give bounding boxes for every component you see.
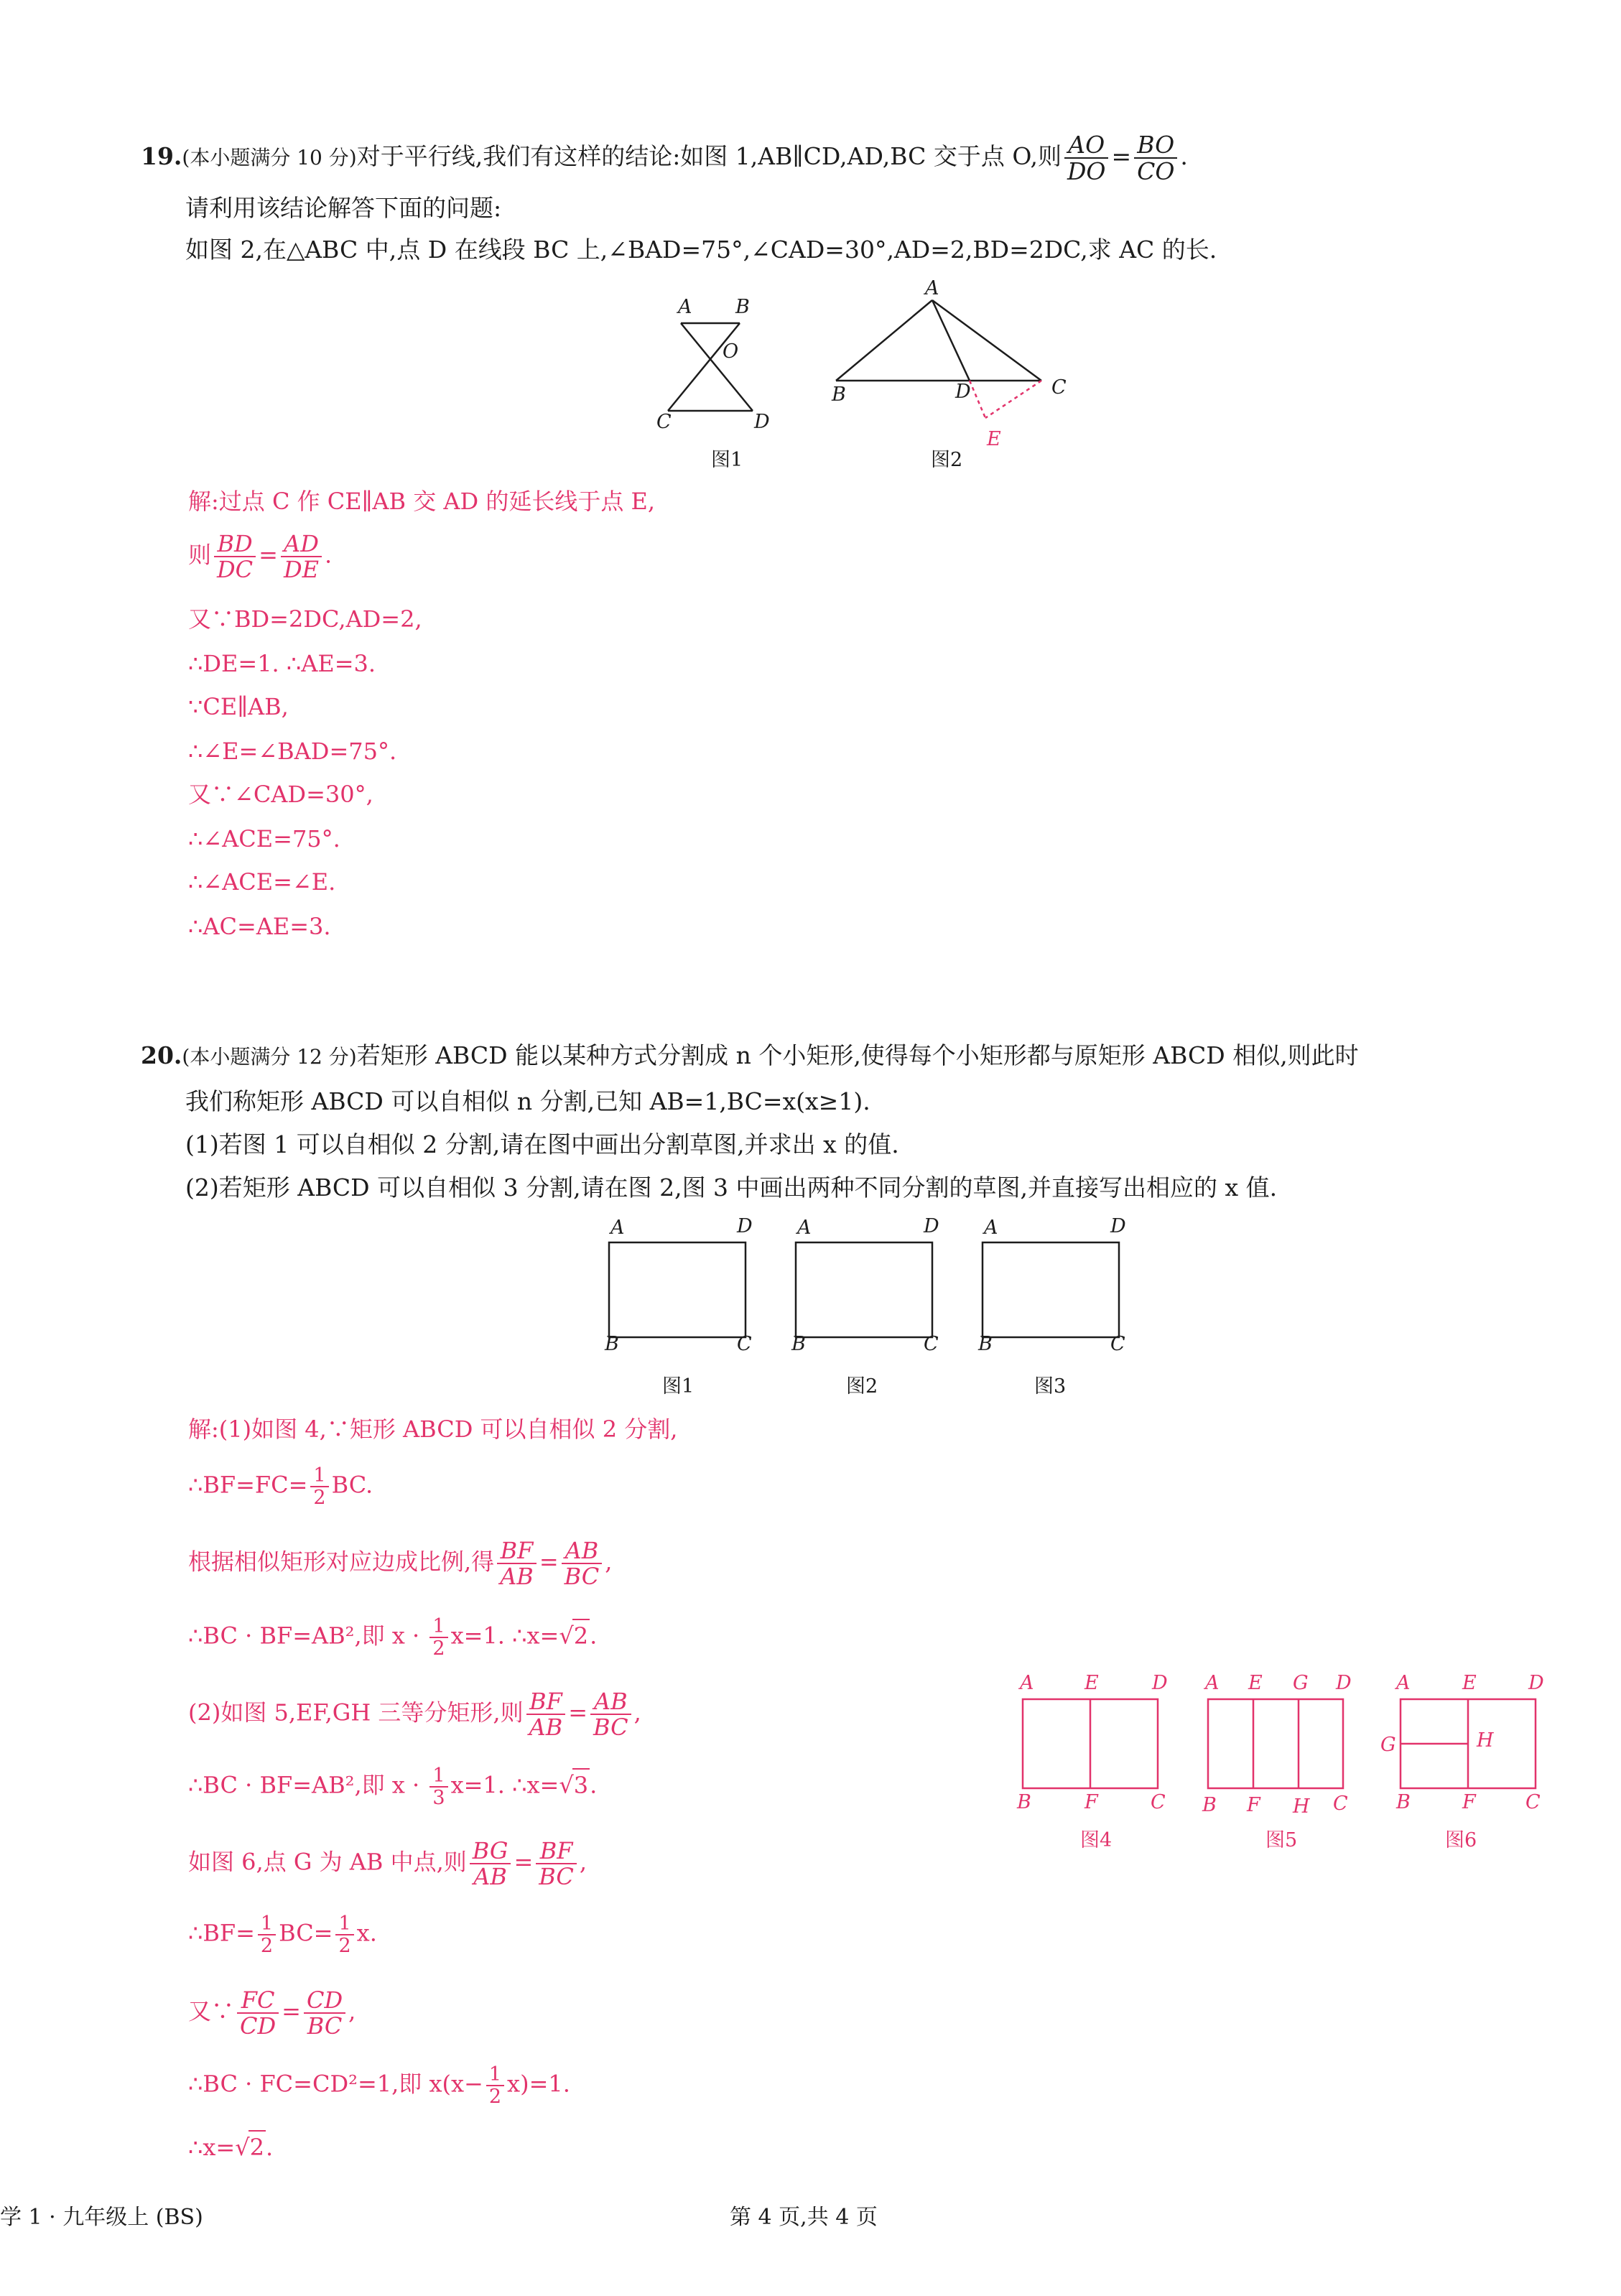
q20-line3: (1)若图 1 可以自相似 2 分割,请在图中画出分割草图,并求出 x 的值. xyxy=(185,1130,899,1158)
q19-number: 19. xyxy=(141,142,182,170)
fig1-label-D: D xyxy=(754,411,770,433)
fig1-label-C: C xyxy=(656,411,672,433)
fig6-label-C: C xyxy=(1525,1791,1541,1813)
fig4-label-B: B xyxy=(1017,1791,1031,1813)
q19-sol-3: 又∵BD=2DC,AD=2, xyxy=(188,605,422,633)
q20-sol-3: 根据相似矩形对应边成比例,得 $\frac{BF}{AB}$ = $\frac{AB}{BC}$ , xyxy=(188,1537,613,1590)
fig5-label-E: E xyxy=(1248,1672,1263,1694)
q20-sol-4: ∴BC · BF=AB²,即 x · $\frac{1}{2}$ x=1. ∴x=√2. xyxy=(188,1615,598,1660)
fig6-label-A: A xyxy=(1396,1672,1411,1694)
fig5-label-D: D xyxy=(1336,1672,1352,1694)
fig20-1-label-A: A xyxy=(610,1217,625,1239)
fig5-label-F: F xyxy=(1247,1794,1260,1816)
fig20-3-label-D: D xyxy=(1110,1215,1126,1237)
q19-ratio-left: $\frac{AO}{DO}$ xyxy=(1064,132,1109,184)
fig4-label-D: D xyxy=(1152,1672,1168,1694)
fig5-caption: 图5 xyxy=(1265,1829,1298,1851)
fig20-3-label-A: A xyxy=(984,1217,998,1239)
q20-sol-7: 如图 6,点 G 为 AB 中点,则 $\frac{BG}{AB}$ = $\frac{BF}{BC}$ , xyxy=(188,1837,587,1890)
q19-sol-8: ∴∠ACE=75°. xyxy=(188,825,340,852)
q20-sol-9: 又∵ $\frac{FC}{CD}$ = $\frac{CD}{BC}$ , xyxy=(188,1986,356,2040)
q20-line1: 若矩形 ABCD 能以某种方式分割成 n 个小矩形,使得每个小矩形都与原矩形 ABCD 相似,则此时 xyxy=(356,1041,1359,1069)
footer-left: 学 1 · 九年级上 (BS) xyxy=(0,2205,203,2230)
fig1-label-A: A xyxy=(678,296,692,318)
q20-line4: (2)若矩形 ABCD 可以自相似 3 分割,请在图 2,图 3 中画出两种不同分割的草图,并直接写出相应的 x 值. xyxy=(185,1173,1278,1202)
q19-sol-2: 则 $\frac{BD}{DC}$ = $\frac{AD}{DE}$ . xyxy=(188,530,333,583)
q20-sol-11: ∴x=√2. xyxy=(188,2130,273,2163)
fig4-label-A: A xyxy=(1020,1672,1034,1694)
q20-sol-5: (2)如图 5,EF,GH 三等分矩形,则 $\frac{BF}{AB}$ = $\frac{AB}{BC}$ , xyxy=(188,1688,641,1741)
fig2-label-D: D xyxy=(955,381,971,403)
fig20-1-label-B: B xyxy=(605,1333,619,1355)
fig6-label-F: F xyxy=(1462,1791,1476,1813)
q20-line2: 我们称矩形 ABCD 可以自相似 n 分割,已知 AB=1,BC=x(x≥1). xyxy=(185,1087,870,1115)
fig5-label-A: A xyxy=(1205,1672,1220,1694)
fig4-label-E: E xyxy=(1084,1672,1099,1694)
q19-line2: 请利用该结论解答下面的问题: xyxy=(185,194,502,222)
q19-sol-1: 解:过点 C 作 CE∥AB 交 AD 的延长线于点 E, xyxy=(188,488,656,515)
q19-score: (本小题满分 10 分) xyxy=(182,146,357,169)
fig20-3-label-C: C xyxy=(1110,1333,1125,1355)
fig20-2-label-B: B xyxy=(791,1333,806,1355)
fig2-label-A: A xyxy=(925,277,939,299)
fig20-2-label-D: D xyxy=(924,1215,939,1237)
q19-sol-4: ∴DE=1. ∴AE=3. xyxy=(188,650,376,677)
fig5-label-B: B xyxy=(1202,1794,1217,1816)
q20-sol-2: ∴BF=FC= $\frac{1}{2}$ BC. xyxy=(188,1464,373,1509)
q19-ratio-right: $\frac{BO}{CO}$ xyxy=(1134,132,1177,184)
fig2-label-C: C xyxy=(1051,376,1067,399)
fig6-label-D: D xyxy=(1528,1672,1544,1694)
q19-sol-9: ∴∠ACE=∠E. xyxy=(188,868,336,896)
q19-figure2 xyxy=(826,287,1070,460)
q19-line3: 如图 2,在△ABC 中,点 D 在线段 BC 上,∠BAD=75°,∠CAD=30°,AD=2,BD=2DC,求 AC 的长. xyxy=(185,236,1217,264)
q20-empty-rectangles xyxy=(603,1235,1135,1343)
fig2-label-B: B xyxy=(832,384,846,406)
q19-heading: 19.(本小题满分 10 分)对于平行线,我们有这样的结论:如图 1,AB∥CD,AD,BC 交于点 O,则 $\frac{AO}{DO}$ = $\frac{BO}{CO}$ . xyxy=(141,131,1188,185)
fig6-label-H: H xyxy=(1477,1729,1494,1752)
q20-score: (本小题满分 12 分) xyxy=(182,1045,357,1069)
q20-sol-10: ∴BC · FC=CD²=1,即 x(x− $\frac{1}{2}$ x)=1. xyxy=(188,2063,570,2108)
q19-fig1-caption: 图1 xyxy=(711,449,743,471)
fig6-label-B: B xyxy=(1396,1791,1411,1813)
q20-sol-6: ∴BC · BF=AB²,即 x · $\frac{1}{3}$ x=1. ∴x=√3. xyxy=(188,1765,598,1809)
fig4-label-C: C xyxy=(1151,1791,1166,1813)
fig6-label-E: E xyxy=(1462,1672,1477,1694)
q20-sol-8: ∴BF= $\frac{1}{2}$ BC= $\frac{1}{2}$ x. xyxy=(188,1912,377,1957)
fig2-label-E: E xyxy=(987,428,1001,450)
fig6-caption: 图6 xyxy=(1445,1829,1477,1851)
q19-sol-6: ∴∠E=∠BAD=75°. xyxy=(188,738,397,765)
q19-sol-10: ∴AC=AE=3. xyxy=(188,913,331,940)
fig5-label-C: C xyxy=(1333,1793,1348,1815)
fig20-1-label-C: C xyxy=(737,1333,752,1355)
fig20-2-label-A: A xyxy=(797,1217,812,1239)
q20-number: 20. xyxy=(141,1041,182,1069)
q20-fig1-caption: 图1 xyxy=(662,1375,695,1398)
q19-fig2-caption: 图2 xyxy=(931,449,963,471)
footer-page-number: 第 4 页,共 4 页 xyxy=(730,2205,878,2230)
q19-sol-7: 又∵∠CAD=30°, xyxy=(188,781,373,808)
q19-sol-5: ∵CE∥AB, xyxy=(188,693,289,720)
fig20-2-label-C: C xyxy=(924,1333,939,1355)
fig5-label-G: G xyxy=(1293,1672,1309,1694)
fig6-label-G: G xyxy=(1380,1734,1396,1756)
fig4-label-F: F xyxy=(1084,1791,1098,1813)
q20-sol-1: 解:(1)如图 4,∵矩形 ABCD 可以自相似 2 分割, xyxy=(188,1416,678,1443)
fig20-3-label-B: B xyxy=(978,1333,993,1355)
fig20-1-label-D: D xyxy=(737,1215,753,1237)
q19-statement: 对于平行线,我们有这样的结论:如图 1,AB∥CD,AD,BC 交于点 O,则 xyxy=(356,142,1062,170)
q20-heading xyxy=(141,1040,1359,1073)
q20-fig2-caption: 图2 xyxy=(846,1375,878,1398)
q20-fig3-caption: 图3 xyxy=(1034,1375,1067,1398)
fig4-caption: 图4 xyxy=(1080,1829,1113,1851)
fig1-label-O: O xyxy=(723,340,739,363)
fig5-label-H: H xyxy=(1293,1795,1310,1818)
fig1-label-B: B xyxy=(735,296,750,318)
